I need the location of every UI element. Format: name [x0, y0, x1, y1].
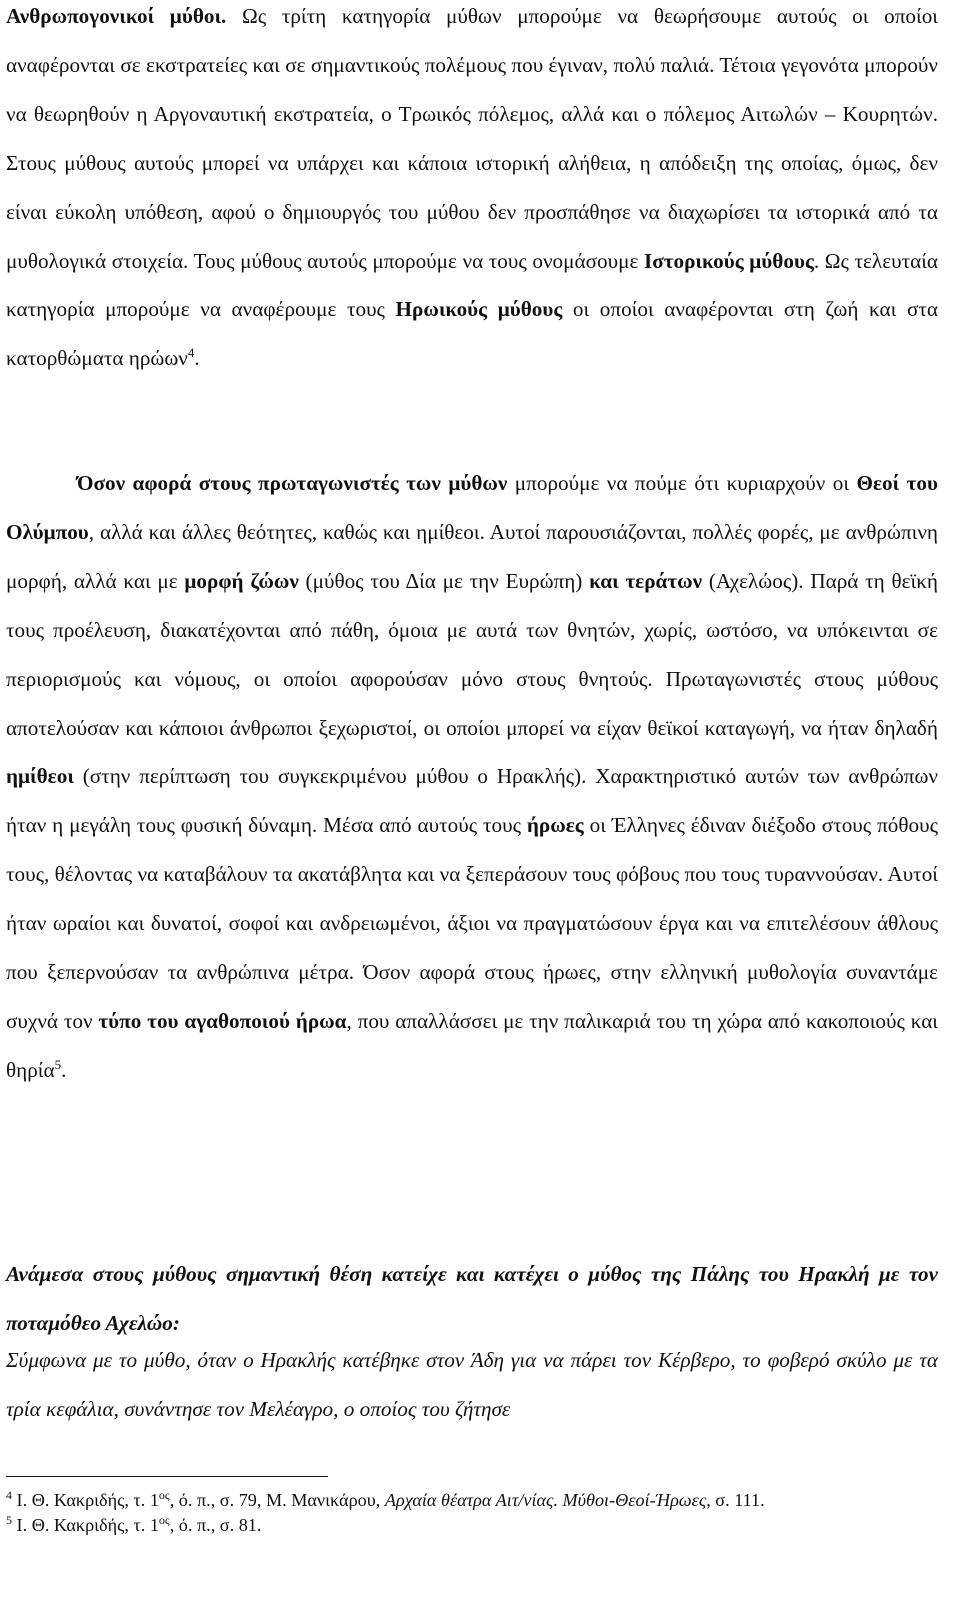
text-span: (μύθος του Δία με την Ευρώπη) [298, 568, 590, 593]
ordinal-suffix: ος [158, 1487, 170, 1502]
text-span: , ό. π., σ. 81. [169, 1515, 262, 1535]
footnote-number: 5 [6, 1512, 12, 1527]
text-span: . [194, 346, 200, 371]
paragraph-protagonists [6, 459, 938, 1095]
footnote-separator [6, 1476, 328, 1477]
text-span: Ι. Θ. Κακριδής, τ. 1 [12, 1490, 159, 1510]
term-monsters: και τεράτων [589, 568, 703, 593]
term-benevolent-hero: τύπο του αγαθοποιού ήρωα [98, 1008, 347, 1033]
footnote-ref-4[interactable]: 4 [187, 345, 195, 361]
term-animal-form: μορφή ζώων [184, 568, 299, 593]
text-span: , που απαλλάσσει με την παλικαριά του τη χώρα από κακοποιούς και θηρία [6, 1008, 938, 1082]
footnote-5 [6, 1513, 938, 1538]
text-span: . [61, 1057, 67, 1082]
text-span: οι οποίοι αναφέρονται στη ζωή και στα κατορθώματα ηρώων [6, 297, 938, 371]
term-olympian-gods: Θεοί του Ολύμπου [6, 471, 939, 544]
text-span: , αλλά και άλλες θεότητες, καθώς και ημίθεοι. Αυτοί παρουσιάζονται, πολλές φορές, με ανθρώπινη μορφή, αλλά και με [6, 519, 938, 593]
term-anthropogonic-myths: Ανθρωπογονικοί μύθοι. [6, 4, 227, 28]
text-span: , ό. π., σ. 79, Μ. Μανικάρου, [169, 1490, 385, 1510]
section-heading: Ανάμεσα στους μύθους σημαντική θέση κατείχε και κατέχει ο μύθος της Πάλης του Ηρακλή με τον ποταμόθεο Αχελώο: [6, 1262, 938, 1335]
term-demigods: ημίθεοι [6, 764, 74, 789]
footnotes [6, 1488, 938, 1538]
term-heroes: ήρωες [526, 813, 584, 838]
book-title: Αρχαία θέατρα Αιτ/νίας. Μύθοι-Θεοί-Ήρωες [384, 1490, 707, 1510]
text-span: Ι. Θ. Κακριδής, τ. 1 [12, 1515, 159, 1535]
text-span: μπορούμε να πούμε ότι κυριαρχούν οι [507, 471, 857, 495]
term-heroic-myths: Ηρωικούς μύθους [395, 297, 563, 322]
paragraph-mythology-categories [6, 0, 938, 383]
text-span: (Αχελώος). Παρά τη θεϊκή τους προέλευση, διακατέχονται από πάθη, όμοια με αυτά των θνητών, χωρίς, ωστόσο, να υπόκεινται σε περιορισμούς και νόμους, οι οποίοι αφορούσαν μόνο στους θνητούς. Πρωταγωνιστές στους μύθους αποτελούσαν και κάποιοι άνθρωποι ξεχωριστοί, οι οποίοι μπορεί να είχαν θεϊκοί καταγωγή, να ήταν δηλαδή [6, 568, 938, 740]
text-span: οι Έλληνες έδιναν διέξοδο στους πόθους τους, θέλοντας να καταβάλουν τα ακατάβλητα και να ξεπεράσουν τους φόβους που τους τυραννούσαν. Αυτοί ήταν ωραίοι και δυνατοί, σοφοί και ανδρειωμένοι, άξιοι να πραγματώσουν έργα και να επιτελέσουν άθλους που ξεπερνούσαν τα ανθρώπινα μέτρα. Όσον αφορά στους ήρωες, στην ελληνική μυθολογία συναντάμε συχνά τον [6, 813, 938, 1033]
text-span: , σ. 111. [706, 1490, 765, 1510]
italic-paragraph: Σύμφωνα με το μύθο, όταν ο Ηρακλής κατέβηκε στον Άδη για να πάρει τον Κέρβερο, το φοβερό σκύλο με τα τρία κεφάλια, συνάντησε τον Μελέαγρο, ο οποίος του ζήτησε [6, 1348, 938, 1421]
footnote-ref-5[interactable]: 5 [54, 1056, 62, 1072]
term-protagonists: Όσον αφορά στους πρωταγωνιστές των μύθων [77, 471, 508, 495]
text-span: Ως τρίτη κατηγορία μύθων μπορούμε να θεωρήσουμε αυτούς οι οποίοι αναφέρονται σε εκστρατείες και σε σημαντικούς πολέμους που έγιναν, πολύ παλιά. Τέτοια γεγονότα μπορούν να θεωρηθούν η Αργοναυτική εκστρατεία, ο Τρωικός πόλεμος, αλλά και ο πόλεμος Αιτωλών – Κουρητών. Στους μύθους αυτούς μπορεί να υπάρχει και κάποια ιστορική αλήθεια, η απόδειξη της οποίας, όμως, δεν είναι εύκολη υπόθεση, αφού ο δημιουργός του μύθου δεν προσπάθησε να διαχωρίσει τα ιστορικά από τα μυθολογικά στοιχεία. Τους μύθους αυτούς μπορούμε να τους ονομάσουμε [6, 4, 938, 273]
text-span: (στην περίπτωση του συγκεκριμένου μύθου ο Ηρακλής). Χαρακτηριστικό αυτών των ανθρώπων ήταν η μεγάλη τους φυσική δύναμη. Μέσα από αυτούς τους [6, 764, 938, 838]
footnote-number: 4 [6, 1487, 12, 1502]
term-historical-myths: Ιστορικούς μύθους [643, 248, 814, 273]
text-span: . Ως τελευταία κατηγορία μπορούμε να αναφέρουμε τους [6, 248, 939, 322]
ordinal-suffix: ος [158, 1512, 170, 1527]
footnote-4 [6, 1488, 938, 1513]
